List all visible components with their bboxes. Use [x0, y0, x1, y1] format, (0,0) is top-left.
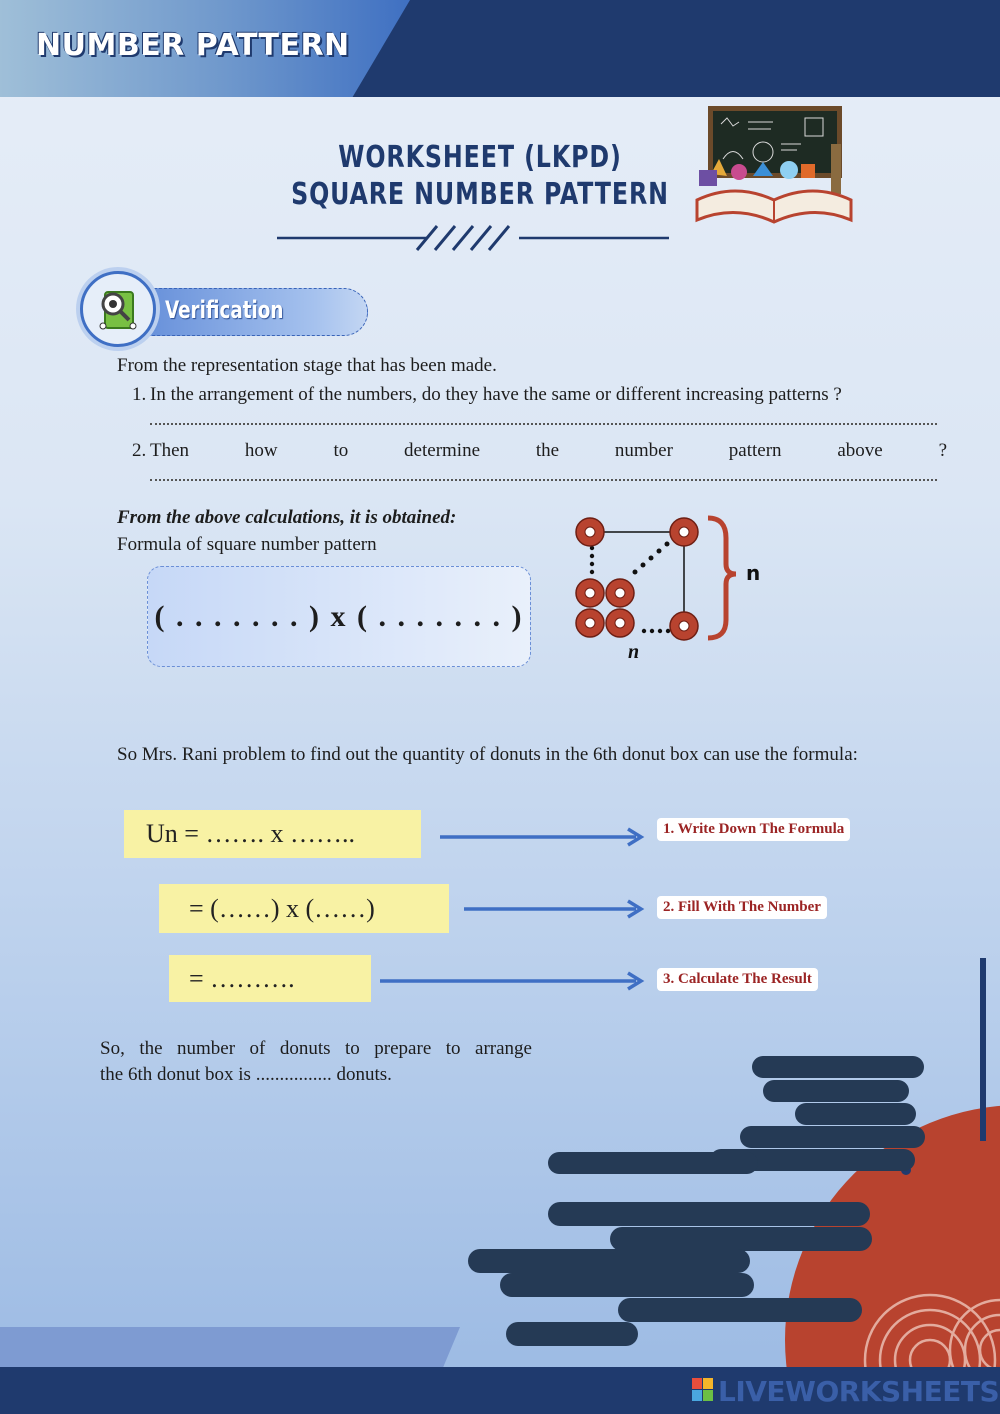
conclusion-word: the — [139, 1038, 163, 1059]
conclusion-word: to — [345, 1038, 360, 1059]
donut-square-diagram — [568, 508, 768, 663]
step-1-expression-box[interactable] — [124, 810, 421, 858]
step-2-expression-box[interactable] — [159, 884, 449, 933]
question-2-word: how — [244, 440, 278, 461]
step-2-label: 2. Fill With The Number — [657, 896, 827, 919]
answer-line-1[interactable] — [150, 421, 937, 425]
step-1-expression: Un = ……. x …….. — [146, 819, 355, 848]
step-2-expression: = (……) x (……) — [189, 893, 375, 923]
question-number: 2. — [132, 440, 147, 461]
magnifier-book-icon — [80, 271, 156, 347]
conclusion-word: number — [177, 1038, 236, 1059]
step-3-expression: = ………. — [189, 963, 295, 993]
formula-input-box[interactable] — [147, 566, 531, 667]
diagram-bottom-label: n — [628, 641, 640, 663]
footer-accent — [0, 1327, 460, 1371]
diagram-side-label: n — [746, 561, 761, 585]
question-2-word: pattern — [728, 440, 782, 461]
formula-label: Formula of square number pattern — [117, 534, 377, 555]
question-2-word: the — [535, 440, 560, 461]
conclusion-word: to — [445, 1038, 461, 1059]
question-2-word: Then — [150, 440, 190, 461]
step-3-label: 3. Calculate The Result — [657, 968, 818, 991]
watermark: LIVEWORKSHEETS — [718, 1375, 1000, 1408]
question-2-word: number — [614, 440, 673, 461]
conclusion-word: donuts — [279, 1038, 331, 1059]
conclusion-word: arrange — [475, 1038, 532, 1059]
arrow-right-icon — [438, 826, 648, 848]
step-3-expression-box[interactable] — [169, 955, 371, 1002]
arrow-right-icon — [462, 898, 648, 920]
question-2-text — [150, 438, 947, 464]
formula-heading: From the above calculations, it is obtained: — [117, 507, 457, 528]
conclusion-word: So, — [100, 1038, 125, 1059]
formula-text: ( . . . . . . . ) x ( . . . . . . . ) — [154, 599, 524, 633]
decorative-clouds-sun — [460, 950, 1000, 1367]
question-number: 1. — [132, 384, 147, 405]
question-2-word: above — [837, 440, 883, 461]
conclusion-line-2: the 6th donut box is ................ donuts. — [100, 1064, 392, 1085]
intro-text: From the representation stage that has been made. — [117, 355, 497, 376]
section-badge-label: Verification — [165, 296, 284, 324]
question-2-word: determine — [404, 440, 481, 461]
problem-text: So Mrs. Rani problem to find out the quantity of donuts in the 6th donut box can use the formula: — [117, 744, 858, 765]
question-1-text: In the arrangement of the numbers, do they have the same or different increasing patterns ? — [150, 384, 842, 405]
conclusion-word: prepare — [374, 1038, 432, 1059]
header-title: NUMBER PATTERN — [36, 28, 350, 63]
worksheet-subtitle: SQUARE NUMBER PATTERN — [291, 177, 669, 212]
answer-line-2[interactable] — [150, 477, 937, 481]
book-chalkboard-icon — [693, 104, 855, 226]
worksheet-title: WORKSHEET (LKPD) — [338, 140, 622, 175]
conclusion-word: of — [249, 1038, 266, 1059]
step-1-label: 1. Write Down The Formula — [657, 818, 850, 841]
question-2-word: to — [333, 440, 349, 461]
liveworksheets-logo-icon — [692, 1378, 714, 1402]
title-divider — [277, 222, 669, 254]
question-2-word: ? — [938, 440, 947, 461]
